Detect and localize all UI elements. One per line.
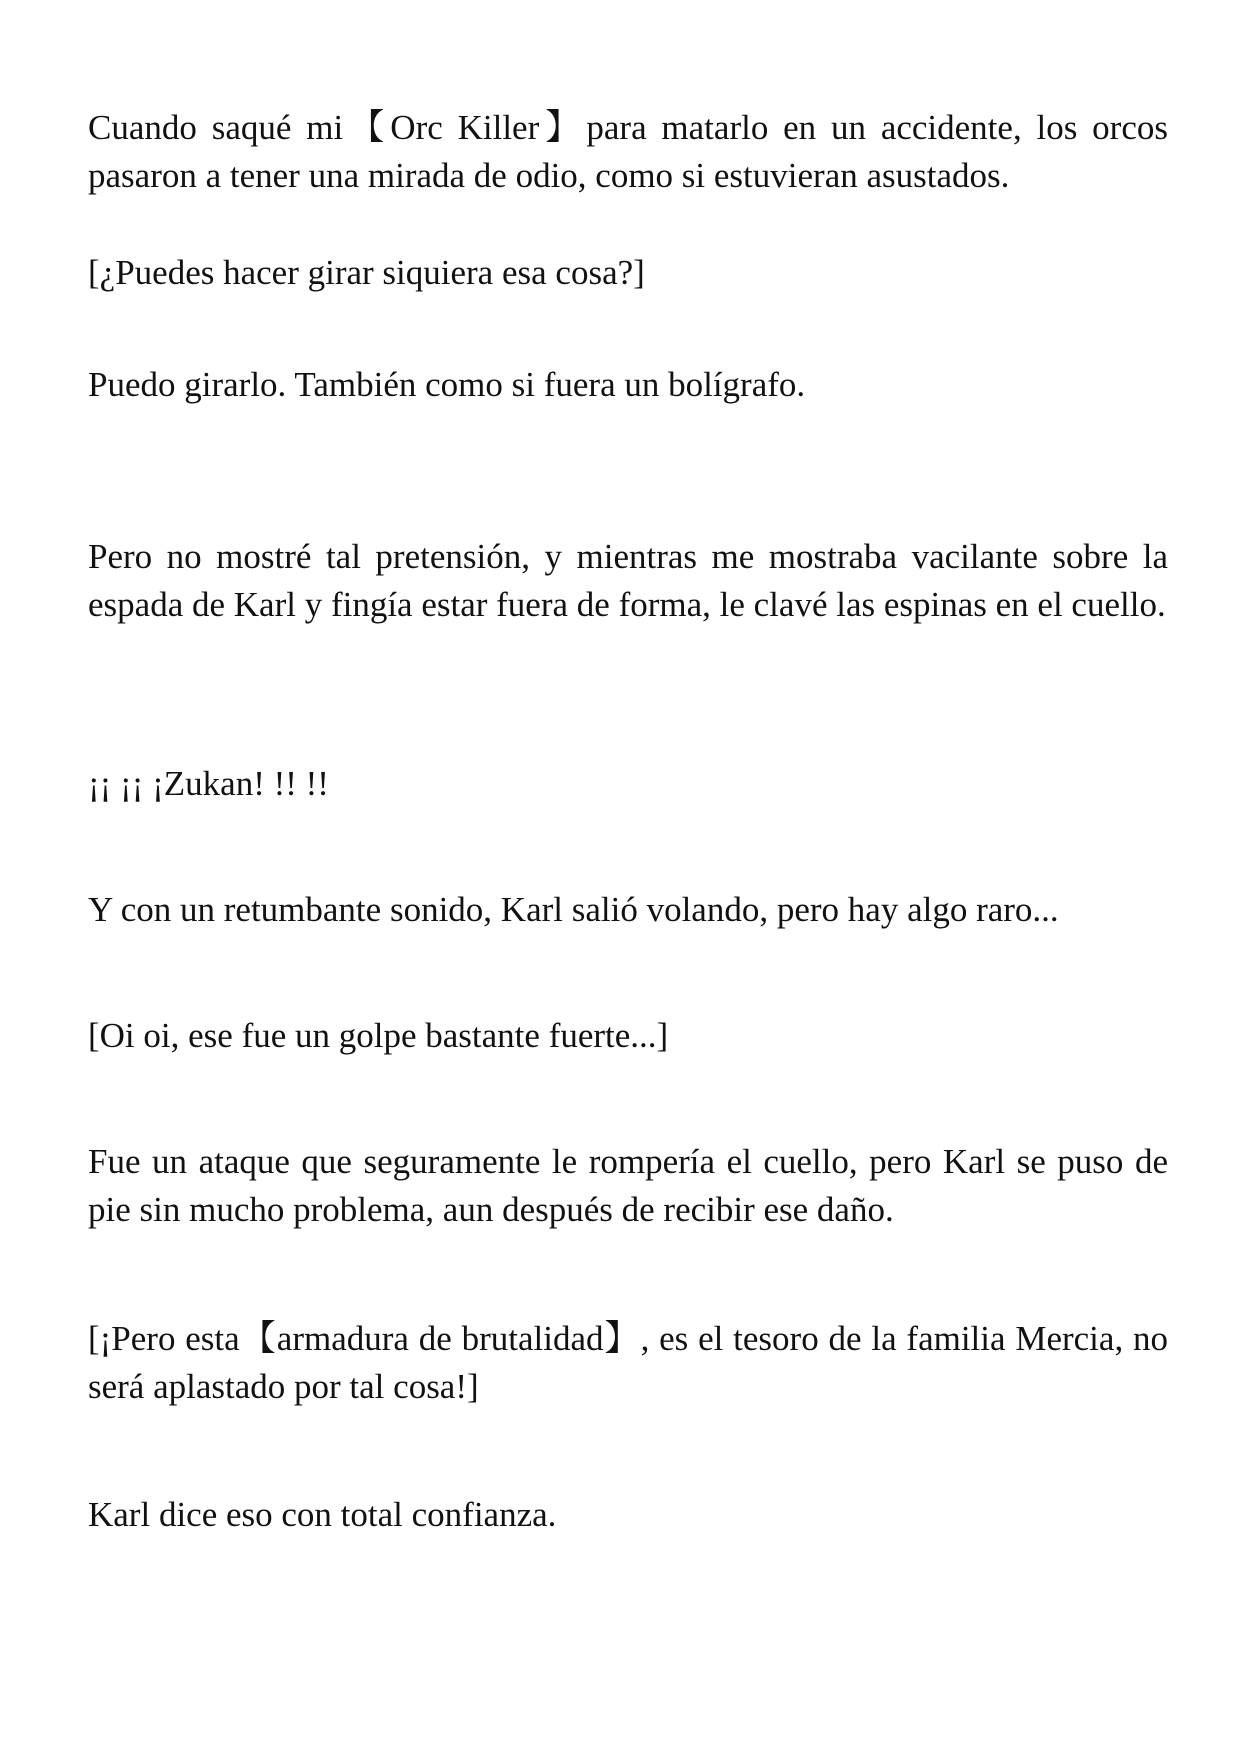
paragraph-dialogue-armor: [¡Pero esta【armadura de brutalidad】, es el tesoro de la familia Mercia, no será aplastado por tal cosa!] <box>88 1319 1168 1406</box>
paragraph-zukan: ¡¡ ¡¡ ¡Zukan! !! !! <box>88 764 329 803</box>
paragraph-dialogue-spin: [¿Puedes hacer girar siquiera esa cosa?] <box>88 253 645 292</box>
paragraph-dialogue-hit: [Oi oi, ese fue un golpe bastante fuerte...] <box>88 1016 669 1055</box>
paragraph-pretension: Pero no mostré tal pretensión, y mientras me mostraba vacilante sobre la espada de Karl y fingía estar fuera de forma, le clavé las espinas en el cuello. <box>88 537 1168 624</box>
paragraph-confidence: Karl dice eso con total confianza. <box>88 1495 557 1534</box>
paragraph-orc-killer: Cuando saqué mi【Orc Killer】para matarlo en un accidente, los orcos pasaron a tener una mirada de odio, como si estuvieran asustados. <box>88 108 1168 195</box>
paragraph-flying: Y con un retumbante sonido, Karl salió volando, pero hay algo raro... <box>88 890 1059 929</box>
paragraph-pen: Puedo girarlo. También como si fuera un bolígrafo. <box>88 365 806 404</box>
paragraph-attack: Fue un ataque que seguramente le rompería el cuello, pero Karl se puso de pie sin mucho problema, aun después de recibir ese daño. <box>88 1142 1168 1229</box>
